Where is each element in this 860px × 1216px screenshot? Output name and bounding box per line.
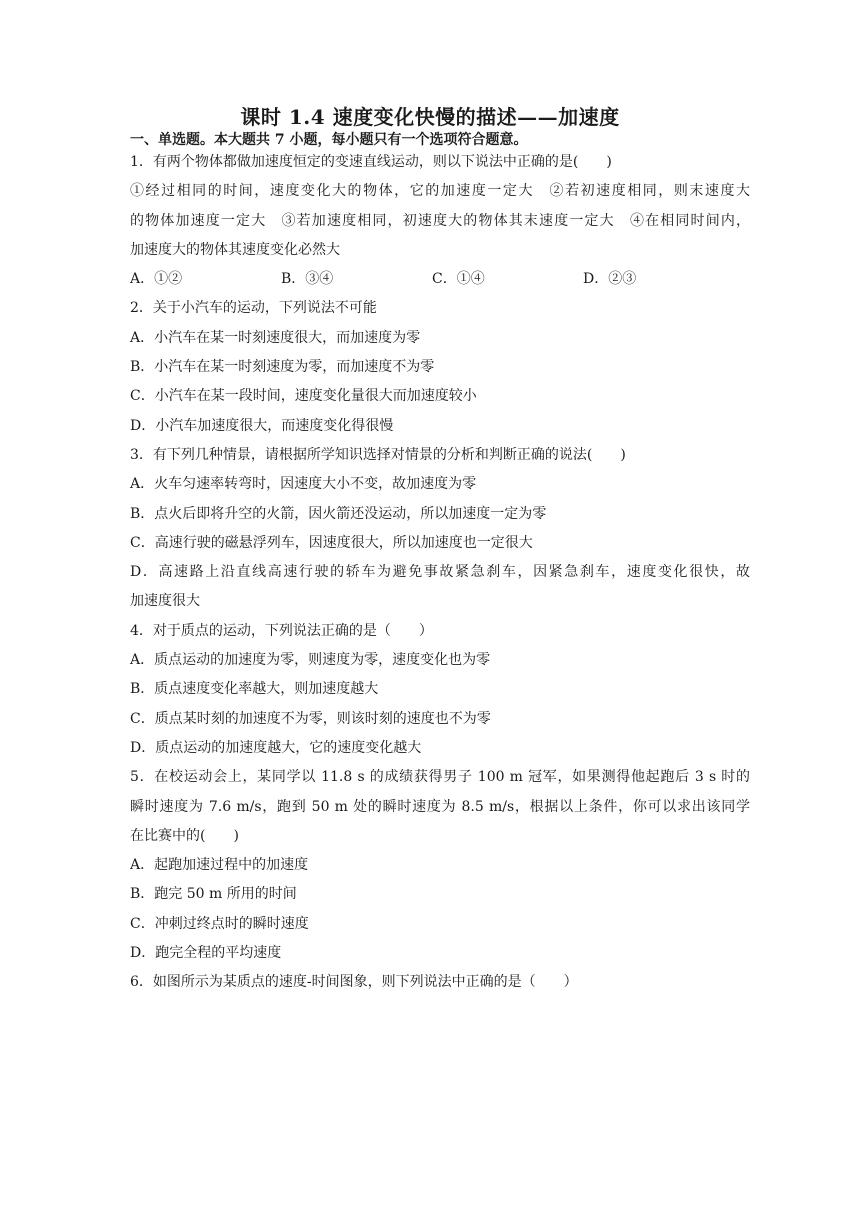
option-c: C．小汽车在某一段时间，速度变化量很大而加速度较小 [130, 388, 477, 405]
question-4 [130, 617, 750, 763]
question-text-line: 的物体加速度一定大 ③若加速度相同，初速度大的物体其末速度一定大 ④在相同时间内， [130, 212, 750, 229]
question-stem: 1．有两个物体都做加速度恒定的变速直线运动，则以下说法中正确的是( ) [130, 154, 612, 170]
option-d: D．高速路上沿直线高速行驶的轿车为避免事故紧急刹车，因紧急刹车，速度变化很快，故 [130, 564, 750, 581]
option-d: D．②③ [583, 271, 637, 288]
option-a: A．火车匀速率转弯时，因速度大小不变，故加速度为零 [130, 476, 477, 493]
question-list [130, 148, 750, 998]
question-6 [130, 968, 750, 997]
question-text-line: ①经过相同的时间，速度变化大的物体，它的加速度一定大 ②若初速度相同，则末速度大 [130, 183, 750, 200]
question-stem: 6．如图所示为某质点的速度-时间图象，则下列说法中正确的是（ ） [130, 974, 578, 991]
option-a: A．①② [130, 271, 183, 288]
answer-options-row [130, 265, 750, 294]
option-d-continuation: 加速度很大 [130, 593, 200, 610]
option-b: B．小汽车在某一时刻速度为零，而加速度不为零 [130, 359, 435, 376]
option-c: C．质点某时刻的加速度不为零，则该时刻的速度也不为零 [130, 710, 491, 727]
option-d: D．小汽车加速度很大，而速度变化得很慢 [130, 417, 394, 434]
question-stem: 5．在校运动会上，某同学以 11.8 s 的成绩获得男子 100 m 冠军，如果测得他起跑后 3 s 时的 [130, 769, 750, 786]
option-a: A．小汽车在某一时刻速度很大，而加速度为零 [130, 329, 421, 346]
question-stem: 2．关于小汽车的运动，下列说法不可能 [130, 300, 377, 317]
option-b: B．质点速度变化率越大，则加速度越大 [130, 681, 379, 698]
option-b: B．点火后即将升空的火箭，因火箭还没运动，所以加速度一定为零 [130, 505, 547, 522]
question-3 [130, 441, 750, 617]
option-c: C．冲刺过终点时的瞬时速度 [130, 915, 309, 932]
option-d: D．质点运动的加速度越大，它的速度变化越大 [130, 739, 422, 756]
page-title: 课时 1.4 速度变化快慢的描述——加速度 [240, 105, 620, 129]
option-a: A．质点运动的加速度为零，则速度为零，速度变化也为零 [130, 652, 491, 669]
question-text-line: 在比赛中的( ) [130, 827, 239, 844]
option-c: C．高速行驶的磁悬浮列车，因速度很大，所以加速度也一定很大 [130, 534, 533, 551]
section-heading: 一、单选题。本大题共 7 小题，每小题只有一个选项符合题意。 [130, 132, 528, 148]
option-d: D．跑完全程的平均速度 [130, 945, 282, 962]
question-5 [130, 763, 750, 968]
option-b: B．③④ [281, 271, 334, 288]
question-1 [130, 148, 750, 294]
question-2 [130, 294, 750, 440]
option-a: A．起跑加速过程中的加速度 [130, 857, 309, 874]
question-stem: 4．对于质点的运动，下列说法正确的是（ ） [130, 622, 433, 639]
option-b: B．跑完 50 m 所用的时间 [130, 886, 297, 903]
question-text-line: 加速度大的物体其速度变化必然大 [130, 241, 340, 258]
option-c: C．①④ [432, 271, 485, 288]
question-text-line: 瞬时速度为 7.6 m/s，跑到 50 m 处的瞬时速度为 8.5 m/s，根据以上条件，你可以求出该同学 [130, 798, 750, 815]
question-stem: 3．有下列几种情景，请根据所学知识选择对情景的分析和判断正确的说法( ) [130, 446, 626, 463]
